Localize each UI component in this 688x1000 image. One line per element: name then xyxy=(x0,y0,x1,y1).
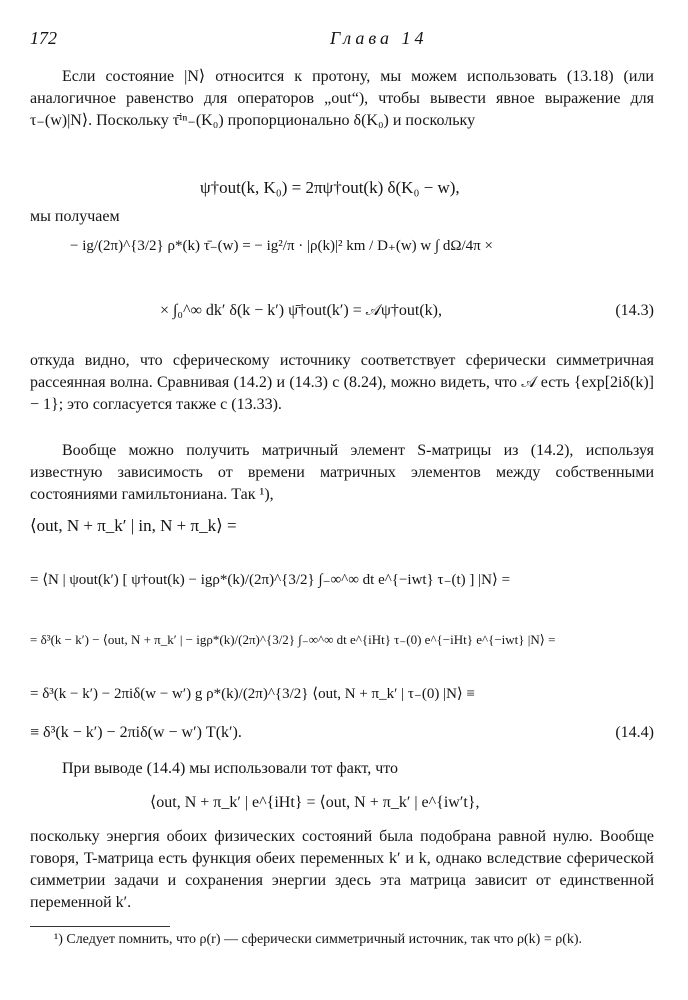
page-number: 172 xyxy=(30,28,57,48)
paragraph-t-matrix xyxy=(30,826,654,914)
footnote-text: ¹) Следует помнить, что ρ(r) — сферически симметричный источник, так что ρ(k) = ρ(k). xyxy=(54,932,583,947)
paragraph-we-get: мы получаем xyxy=(30,208,120,225)
paragraph-text: откуда видно, что сферическому источнику соответствует сферически симметричная рассеянная волна. Сравнивая (14.2) и (14.3) с (8.24), можно видеть, что 𝒜 есть {exp[2iδ(k)] − 1}; это согласуется также с (13.33). xyxy=(30,352,654,413)
equation-out-state-fact: ⟨out, N + π_k′ | e^{iHt} = ⟨out, N + π_k′ | e^{iw′t}, xyxy=(150,794,480,811)
chapter-title: Глава 14 xyxy=(330,28,428,48)
equation-14-4-line1: ⟨out, N + π_k′ | in, N + π_k⟩ = xyxy=(30,516,237,535)
equation-14-3-line2: × ∫₀^∞ dk′ δ(k − k′) ψ̄†out(k′) = 𝒜ψ†out(k), xyxy=(160,302,443,319)
equation-number-14-4: (14.4) xyxy=(615,724,654,741)
equation-number-14-3: (14.3) xyxy=(615,302,654,319)
equation-psi-out: ψ†out(k, K₀) = 2πψ†out(k) δ(K₀ − w), xyxy=(200,178,460,197)
equation-14-3-line1: − ig/(2π)^{3/2} ρ*(k) τ̄₋(w) = − ig²/π · |ρ(k)|² km / D₊(w) w ∫ dΩ/4π × xyxy=(70,238,493,254)
equation-14-4-line2: = ⟨N | ψout(k′) [ ψ†out(k) − igρ*(k)/(2π)^{3/2} ∫₋∞^∞ dt e^{−iwt} τ₋(t) ] |N⟩ = xyxy=(30,572,511,588)
paragraph-intro xyxy=(30,66,654,132)
footnote-divider xyxy=(30,926,170,927)
paragraph-s-matrix xyxy=(30,440,654,506)
paragraph-text: Вообще можно получить матричный элемент S-матрицы из (14.2), используя известную зависимость от времени матричных элементов между собственными состояниями гамильтониана. Так ¹), xyxy=(30,442,654,503)
equation-14-4-line3: = δ³(k − k′) − ⟨out, N + π_k′ | − igρ*(k)/(2π)^{3/2} ∫₋∞^∞ dt e^{iHt} τ₋(0) e^{−iHt} e^{−iwt} |N⟩ = xyxy=(30,632,556,647)
footnote xyxy=(30,930,654,949)
paragraph-spherical xyxy=(30,350,654,416)
paragraph-text: Если состояние |N⟩ относится к протону, мы можем использовать (13.18) (или аналогичное равенство для операторов „out“), чтобы вывести явное выражение для τ₋(w)|N⟩. Поскольку τ̄ⁱⁿ₋(K₀) пропорционально δ(K₀) и поскольку xyxy=(30,68,654,129)
paragraph-text: поскольку энергия обоих физических состояний была подобрана равной нулю. Вообще говоря, T-матрица есть функция обеих переменных k′ и k, однако вследствие сферической симметрии задачи и сохранения энергии здесь эта матрица зависит от единственной переменной k′. xyxy=(30,828,654,911)
paragraph-derivation xyxy=(30,758,654,780)
page-header xyxy=(30,28,654,52)
equation-14-4-line5: ≡ δ³(k − k′) − 2πiδ(w − w′) T(k′). xyxy=(30,724,242,741)
paragraph-text: При выводе (14.4) мы использовали тот факт, что xyxy=(62,760,399,777)
equation-14-4-line4: = δ³(k − k′) − 2πiδ(w − w′) g ρ*(k)/(2π)^{3/2} ⟨out, N + π_k′ | τ₋(0) |N⟩ ≡ xyxy=(30,686,475,702)
